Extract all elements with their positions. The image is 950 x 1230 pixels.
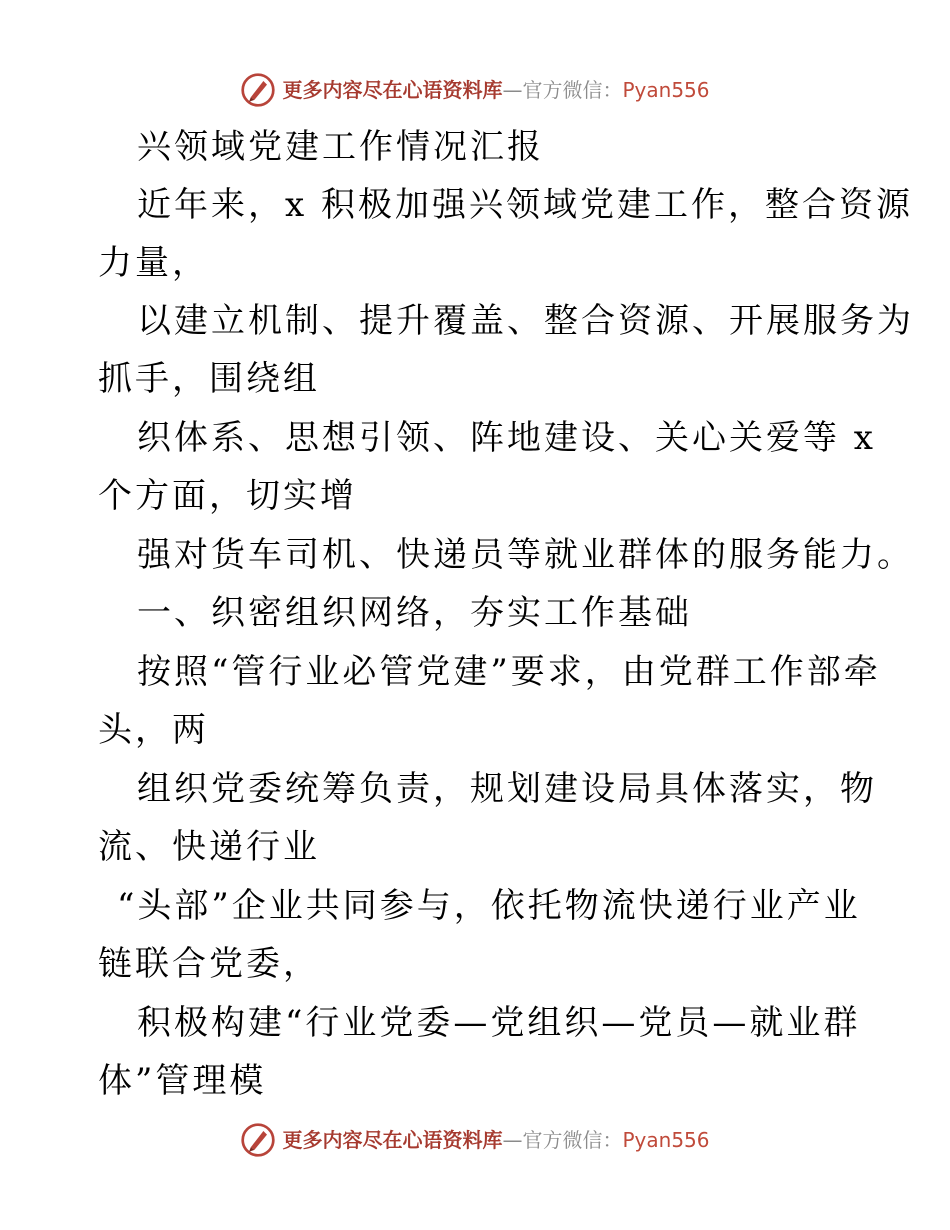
watermark-brand: 更多内容尽在心语资料库 (282, 78, 503, 102)
pen-nib-logo-icon (240, 1122, 276, 1158)
watermark-label: 官方微信： (522, 1128, 623, 1152)
paragraph-line: 积极构建“行业党委—党组织—党员—就业群 (137, 1003, 861, 1043)
watermark-brand: 更多内容尽在心语资料库 (282, 1128, 503, 1152)
paragraph-line: 以建立机制、提升覆盖、整合资源、开展服务为 (137, 301, 914, 341)
watermark-text (282, 1130, 709, 1150)
paragraph-line: 组织党委统筹负责，规划建设局具体落实，物 (137, 769, 877, 809)
paragraph-line: 按照“管行业必管党建”要求，由党群工作部牵 (137, 652, 881, 692)
watermark-id: Pyan556 (622, 1128, 710, 1152)
paragraph-line: “头部”企业共同参与，依托物流快递行业产业 (117, 886, 861, 926)
paragraph-line: 抓手，围绕组 (98, 359, 320, 399)
paragraph-line: 个方面，切实增 (98, 476, 357, 516)
paragraph-line: 流、快递行业 (98, 827, 320, 867)
watermark-text (282, 80, 709, 100)
paragraph-line: 织体系、思想引领、阵地建设、关心关爱等 x (137, 418, 876, 458)
document-title: 兴领域党建工作情况汇报 (137, 127, 544, 167)
watermark-dash: — (502, 1128, 523, 1152)
section-heading: 一、织密组织网络，夯实工作基础 (137, 593, 692, 633)
watermark-label: 官方微信： (522, 78, 623, 102)
paragraph-line: 强对货车司机、快递员等就业群体的服务能力。 (137, 535, 914, 575)
watermark-id: Pyan556 (622, 78, 710, 102)
paragraph-line: 体”管理模 (98, 1061, 267, 1101)
header-watermark (0, 70, 950, 110)
paragraph-line: 近年来，x 积极加强兴领域党建工作，整合资源 (137, 185, 913, 225)
paragraph-line: 头，两 (98, 710, 209, 750)
watermark-dash: — (502, 78, 523, 102)
paragraph-line: 链联合党委， (98, 944, 320, 984)
paragraph-line: 力量， (98, 243, 209, 283)
footer-watermark (0, 1120, 950, 1160)
pen-nib-logo-icon (240, 72, 276, 108)
